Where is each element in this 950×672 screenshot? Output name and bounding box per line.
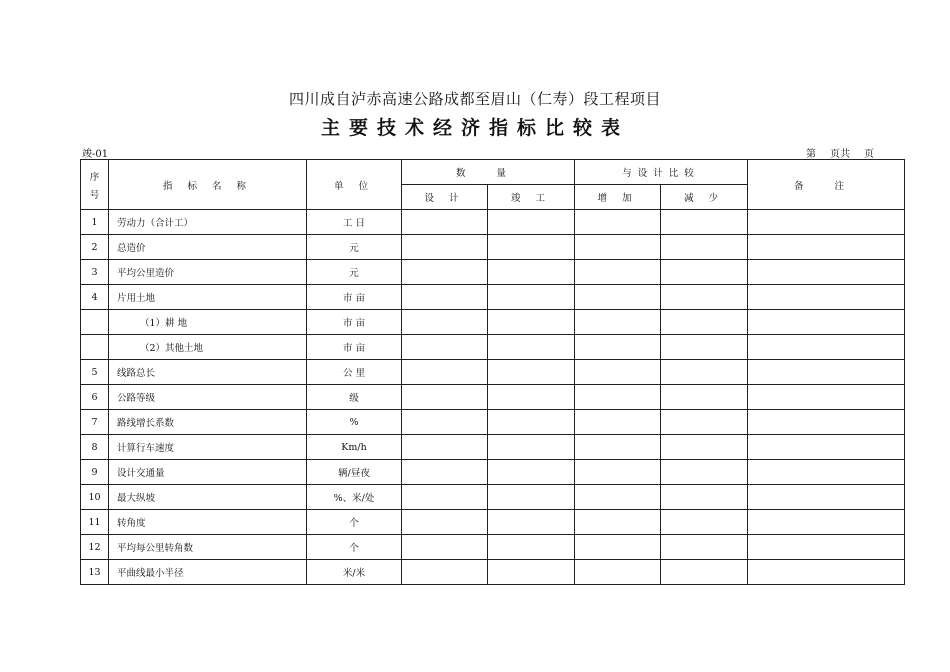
row-increase-value [575,210,661,235]
row-indicator-name: 总造价 [109,235,307,260]
project-title: 四川成自泸赤高速公路成都至眉山（仁寿）段工程项目 [288,90,661,108]
seq-header [81,160,109,210]
row-number: 10 [81,485,109,510]
row-design-value [402,385,488,410]
page-label-2: 页共 [830,149,850,160]
row-number: 13 [81,560,109,585]
row-increase-value [575,560,661,585]
row-indicator-name: 线路总长 [109,360,307,385]
row-number: 12 [81,535,109,560]
row-unit: % [307,410,402,435]
row-number: 7 [81,410,109,435]
row-decrease-value [661,460,748,485]
row-design-value [402,435,488,460]
row-unit: 米/米 [307,560,402,585]
row-number [81,335,109,360]
table-title: 主要技术经济指标比较表 [320,117,629,139]
table-row [81,335,905,360]
row-remarks [748,485,905,510]
row-design-value [402,310,488,335]
row-remarks [748,510,905,535]
row-indicator-name: 设计交通量 [109,460,307,485]
table-row [81,310,905,335]
row-increase-value [575,260,661,285]
row-increase-value [575,235,661,260]
row-number: 11 [81,510,109,535]
row-number: 8 [81,435,109,460]
row-remarks [748,260,905,285]
row-completed-value [488,560,575,585]
row-unit: 元 [307,235,402,260]
table-row [81,210,905,235]
row-remarks [748,385,905,410]
row-design-value [402,510,488,535]
unit-header: 单 位 [307,160,402,210]
row-number [81,310,109,335]
seq-header-top: 序 [89,171,100,183]
row-remarks [748,285,905,310]
table-row [81,485,905,510]
row-unit: 公 里 [307,360,402,385]
table-row [81,435,905,460]
table-row [81,360,905,385]
row-remarks [748,535,905,560]
row-indicator-name: 平均每公里转角数 [109,535,307,560]
row-unit: Km/h [307,435,402,460]
row-indicator-name: 转角度 [109,510,307,535]
row-design-value [402,335,488,360]
row-remarks [748,410,905,435]
row-number: 9 [81,460,109,485]
row-unit: 个 [307,535,402,560]
table-row [81,285,905,310]
table-row [81,535,905,560]
completed-header: 竣 工 [488,185,575,210]
row-decrease-value [661,285,748,310]
compare-header: 与设计比较 [575,160,748,185]
row-increase-value [575,360,661,385]
row-decrease-value [661,560,748,585]
row-decrease-value [661,535,748,560]
row-indicator-name: （2）其他土地 [109,335,307,360]
row-decrease-value [661,235,748,260]
row-completed-value [488,435,575,460]
row-increase-value [575,385,661,410]
row-unit: 辆/昼夜 [307,460,402,485]
row-increase-value [575,460,661,485]
row-completed-value [488,310,575,335]
row-completed-value [488,210,575,235]
table-row [81,560,905,585]
form-code: 竣-01 [82,149,109,160]
row-unit: 元 [307,260,402,285]
row-decrease-value [661,260,748,285]
row-indicator-name: 片用土地 [109,285,307,310]
row-unit: 市 亩 [307,335,402,360]
row-completed-value [488,410,575,435]
row-increase-value [575,535,661,560]
row-design-value [402,210,488,235]
table-body [81,210,905,585]
row-decrease-value [661,385,748,410]
row-increase-value [575,510,661,535]
row-unit: 个 [307,510,402,535]
row-decrease-value [661,510,748,535]
page-label-3: 页 [864,149,874,160]
row-design-value [402,360,488,385]
row-number: 3 [81,260,109,285]
row-number: 1 [81,210,109,235]
row-increase-value [575,410,661,435]
table-row [81,385,905,410]
table-row [81,260,905,285]
row-design-value [402,285,488,310]
row-indicator-name: 路线增长系数 [109,410,307,435]
row-indicator-name: （1）耕 地 [109,310,307,335]
row-indicator-name: 最大纵坡 [109,485,307,510]
row-increase-value [575,435,661,460]
row-number: 2 [81,235,109,260]
row-indicator-name: 平曲线最小半径 [109,560,307,585]
row-indicator-name: 公路等级 [109,385,307,410]
row-completed-value [488,510,575,535]
decrease-header: 减 少 [661,185,748,210]
page-info [806,145,888,160]
row-remarks [748,235,905,260]
row-remarks [748,460,905,485]
row-design-value [402,460,488,485]
page-label-1: 第 [806,149,816,160]
row-completed-value [488,235,575,260]
row-number: 4 [81,285,109,310]
row-design-value [402,560,488,585]
row-unit: 工 日 [307,210,402,235]
remarks-header: 备 注 [748,160,905,210]
table-row [81,235,905,260]
row-increase-value [575,335,661,360]
row-increase-value [575,285,661,310]
row-indicator-name: 平均公里造价 [109,260,307,285]
indicator-name-header: 指 标 名 称 [109,160,307,210]
row-indicator-name: 劳动力（合计工） [109,210,307,235]
row-decrease-value [661,335,748,360]
row-completed-value [488,385,575,410]
row-decrease-value [661,410,748,435]
row-decrease-value [661,435,748,460]
design-header: 设 计 [402,185,488,210]
row-unit: %、米/处 [307,485,402,510]
row-completed-value [488,335,575,360]
row-unit: 级 [307,385,402,410]
row-decrease-value [661,360,748,385]
row-remarks [748,435,905,460]
row-completed-value [488,535,575,560]
row-increase-value [575,485,661,510]
row-remarks [748,360,905,385]
row-number: 5 [81,360,109,385]
seq-header-bottom: 号 [89,189,100,201]
quantity-header: 数 量 [402,160,575,185]
table-row [81,510,905,535]
row-design-value [402,235,488,260]
row-remarks [748,335,905,360]
increase-header: 增 加 [575,185,661,210]
row-increase-value [575,310,661,335]
table-row [81,410,905,435]
row-unit: 市 亩 [307,285,402,310]
row-unit: 市 亩 [307,310,402,335]
indicator-table [80,159,905,585]
row-remarks [748,560,905,585]
row-design-value [402,410,488,435]
row-remarks [748,310,905,335]
row-number: 6 [81,385,109,410]
row-design-value [402,535,488,560]
row-completed-value [488,285,575,310]
row-design-value [402,260,488,285]
row-completed-value [488,260,575,285]
table-row [81,460,905,485]
row-decrease-value [661,310,748,335]
row-indicator-name: 计算行车速度 [109,435,307,460]
row-remarks [748,210,905,235]
row-completed-value [488,485,575,510]
row-completed-value [488,460,575,485]
row-design-value [402,485,488,510]
row-decrease-value [661,210,748,235]
row-decrease-value [661,485,748,510]
row-completed-value [488,360,575,385]
